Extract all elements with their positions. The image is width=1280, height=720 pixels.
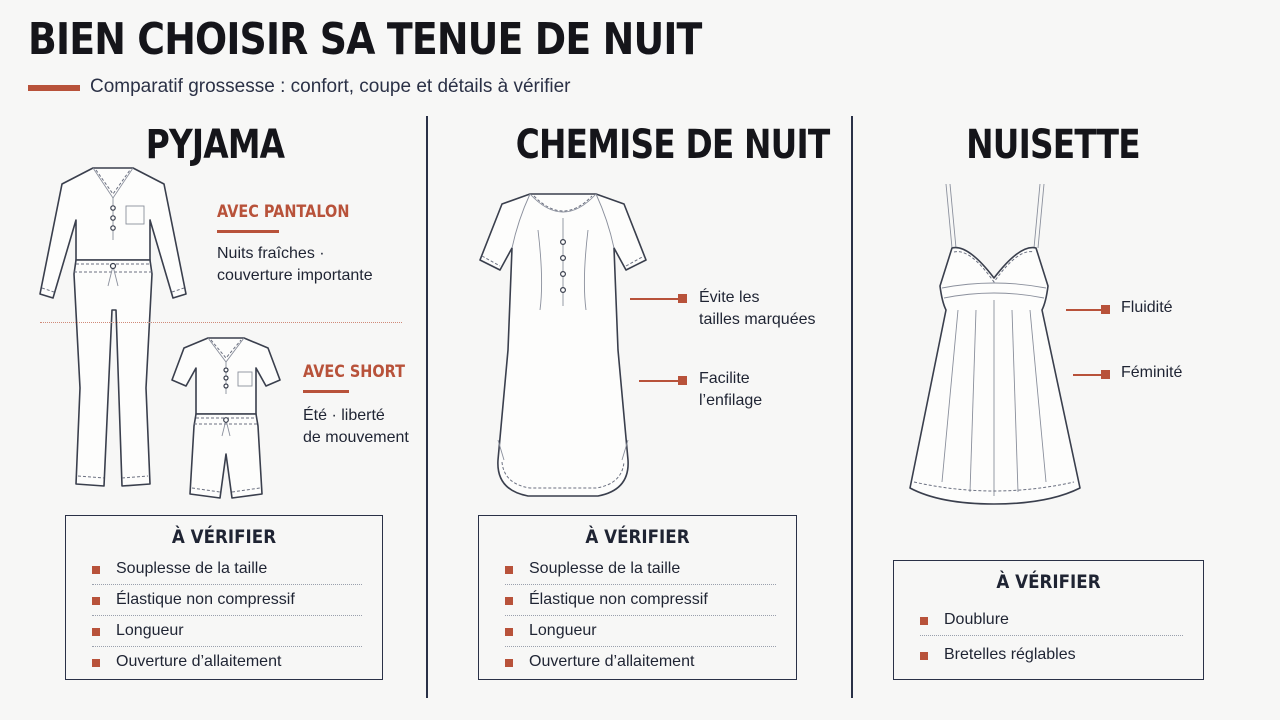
bullet-square-icon	[92, 628, 100, 636]
nightshirt-illustration	[478, 190, 648, 502]
checklist-item: Longueur	[505, 616, 776, 647]
bullet-square-icon	[505, 597, 513, 605]
pyjama-variant-short-desc-2: de mouvement	[303, 429, 409, 446]
pyjama-checklist	[65, 515, 383, 680]
column-divider-2	[851, 116, 853, 698]
callout-connector	[639, 380, 679, 382]
nuisette-title: NUISETTE	[966, 122, 1140, 168]
checklist-items	[92, 554, 362, 677]
chemise-callout-2-line1: Facilite	[699, 370, 750, 387]
checklist-item: Longueur	[92, 616, 362, 647]
callout-connector	[1066, 309, 1102, 311]
checklist-item: Ouverture d’allaitement	[92, 647, 362, 677]
bullet-square-icon	[92, 659, 100, 667]
nuisette-callout-2: Féminité	[1121, 364, 1183, 381]
long-pyjama-illustration	[38, 162, 188, 492]
bullet-square-icon	[920, 617, 928, 625]
page-subtitle: Comparatif grossesse : confort, coupe et détails à vérifier	[90, 76, 571, 97]
chemise-checklist	[478, 515, 797, 680]
pyjama-variant-short-desc-1: Été · liberté	[303, 407, 385, 424]
pyjama-variant-separator	[40, 322, 402, 323]
pyjama-variant-short-underline	[303, 390, 349, 393]
pyjama-variant-pants-desc-1: Nuits fraîches ·	[217, 245, 325, 262]
checklist-title: À VÉRIFIER	[585, 526, 690, 548]
pyjama-variant-short-label: AVEC SHORT	[303, 362, 406, 382]
nightie-illustration	[908, 182, 1080, 506]
nuisette-checklist	[893, 560, 1204, 680]
chemise-callout-1-line1: Évite les	[699, 289, 760, 306]
pyjama-variant-pants-underline	[217, 230, 279, 233]
checklist-item: Bretelles réglables	[920, 636, 1183, 670]
pyjama-variant-pants-desc-2: couverture importante	[217, 267, 373, 284]
bullet-square-icon	[505, 628, 513, 636]
nuisette-callout-1: Fluidité	[1121, 299, 1173, 316]
bullet-square-icon	[920, 652, 928, 660]
bullet-square-icon	[505, 659, 513, 667]
callout-square-icon	[1101, 370, 1110, 379]
subtitle-accent-bar	[28, 85, 80, 91]
callout-connector	[1073, 374, 1102, 376]
checklist-items	[505, 554, 776, 677]
callout-square-icon	[678, 294, 687, 303]
checklist-title: À VÉRIFIER	[996, 571, 1101, 593]
checklist-item: Élastique non compressif	[505, 585, 776, 616]
column-divider-1	[426, 116, 428, 698]
callout-square-icon	[678, 376, 687, 385]
chemise-callout-1-line2: tailles marquées	[699, 311, 816, 328]
callout-square-icon	[1101, 305, 1110, 314]
checklist-item: Ouverture d’allaitement	[505, 647, 776, 677]
pyjama-variant-pants-label: AVEC PANTALON	[217, 202, 350, 222]
callout-connector	[630, 298, 678, 300]
chemise-title: CHEMISE DE NUIT	[515, 122, 830, 168]
checklist-title: À VÉRIFIER	[171, 526, 277, 548]
checklist-item: Souplesse de la taille	[92, 554, 362, 585]
chemise-callout-2-line2: l’enfilage	[699, 392, 763, 409]
checklist-item: Souplesse de la taille	[505, 554, 776, 585]
bullet-square-icon	[505, 566, 513, 574]
bullet-square-icon	[92, 566, 100, 574]
bullet-square-icon	[92, 597, 100, 605]
pyjama-title: PYJAMA	[145, 122, 285, 168]
checklist-item: Doublure	[920, 599, 1183, 636]
short-pyjama-illustration	[170, 336, 282, 500]
checklist-items	[920, 599, 1183, 670]
page-title: BIEN CHOISIR SA TENUE DE NUIT	[28, 14, 702, 65]
checklist-item: Élastique non compressif	[92, 585, 362, 616]
